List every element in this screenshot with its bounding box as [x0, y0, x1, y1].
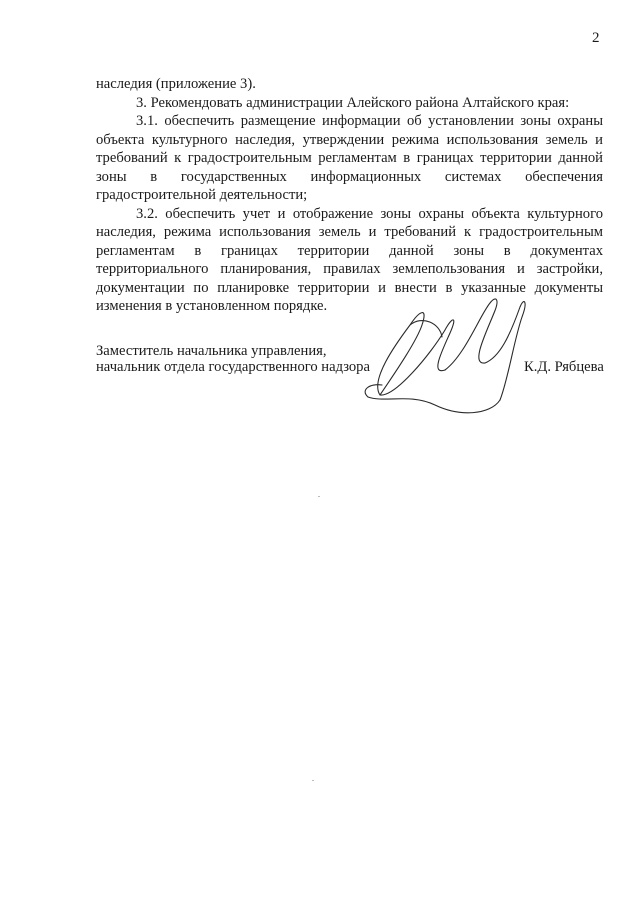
position-line-1: Заместитель начальника управления,	[96, 343, 327, 359]
position-line-2: начальник отдела государственного надзора	[96, 359, 370, 375]
signatory-position	[96, 343, 370, 375]
paragraph-item-3: 3. Рекомендовать администрации Алейского района Алтайского края:	[136, 94, 570, 111]
document-body	[96, 75, 603, 316]
paragraph-item-3-2: 3.2. обеспечить учет и отображение зоны охраны объекта культурного наследия, режима использования земель и требований к градостроительным регламентам в границах территории данной зоны в документах территориального планирования, правилах землепользования и застройки, документации по планировке территории и внести в указанные документы изменения в установленном порядке.	[96, 205, 603, 314]
handwritten-signature	[350, 285, 540, 420]
paragraph-item-3-1: 3.1. обеспечить размещение информации об установлении зоны охраны объекта культурного наследия, утверждении режима использования земель и требований к градостроительным регламентам в границах территории данной зоны в государственных информационных системах обеспечения градостроительной деятельности;	[96, 113, 603, 203]
signatory-name: К.Д. Рябцева	[524, 359, 604, 375]
scan-speck	[312, 780, 314, 781]
page-number: 2	[592, 30, 600, 46]
paragraph-continuation: наследия (приложение 3).	[96, 76, 256, 92]
scan-speck	[318, 496, 320, 497]
